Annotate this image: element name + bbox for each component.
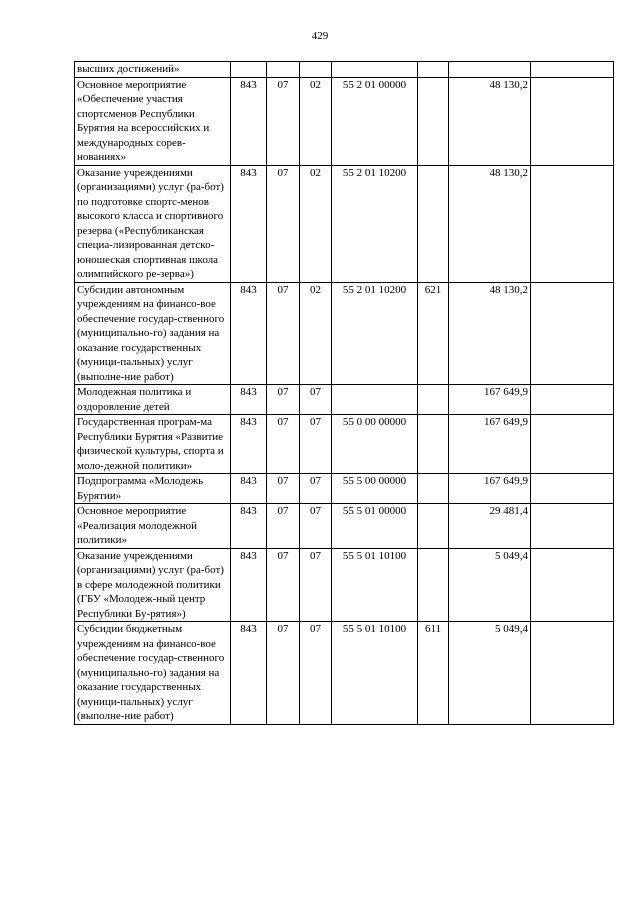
row-section-code: 07 — [267, 474, 300, 504]
row-name-cell: Оказание учреждениями (организациями) услуг (ра-бот) в сфере молодежной политики (ГБУ «Молодеж-ный центр Республики Бу-рятия») — [75, 548, 231, 622]
row-expense-type-code — [418, 474, 449, 504]
row-section-code: 07 — [267, 165, 300, 282]
row-extra-amount — [531, 62, 614, 78]
row-ministry-code — [231, 62, 267, 78]
row-section-code: 07 — [267, 77, 300, 165]
row-amount: 167 649,9 — [449, 385, 531, 415]
row-extra-amount — [531, 415, 614, 474]
row-amount: 29 481,4 — [449, 504, 531, 549]
row-ministry-code: 843 — [231, 415, 267, 474]
row-amount: 5 049,4 — [449, 622, 531, 725]
table-row — [75, 622, 614, 725]
row-target-article-code: 55 2 01 10200 — [332, 165, 418, 282]
table-row — [75, 62, 614, 78]
row-name-cell: Молодежная политика и оздоровление детей — [75, 385, 231, 415]
row-name-cell: Основное мероприятие «Реализация молодежной политики» — [75, 504, 231, 549]
table-row — [75, 77, 614, 165]
row-amount: 48 130,2 — [449, 77, 531, 165]
table-body — [75, 62, 614, 725]
row-target-article-code: 55 5 01 00000 — [332, 504, 418, 549]
row-subsection-code: 02 — [300, 165, 332, 282]
table-row — [75, 415, 614, 474]
table-row — [75, 282, 614, 385]
row-extra-amount — [531, 385, 614, 415]
row-expense-type-code — [418, 504, 449, 549]
table-row — [75, 385, 614, 415]
row-expense-type-code — [418, 62, 449, 78]
row-subsection-code: 07 — [300, 504, 332, 549]
row-subsection-code: 07 — [300, 385, 332, 415]
row-ministry-code: 843 — [231, 474, 267, 504]
row-target-article-code — [332, 62, 418, 78]
row-section-code: 07 — [267, 415, 300, 474]
row-extra-amount — [531, 504, 614, 549]
row-extra-amount — [531, 282, 614, 385]
row-name-cell: Государственная програм-ма Республики Бурятия «Развитие физической культуры, спорта и моло-дежной политики» — [75, 415, 231, 474]
row-name-cell: высших достижений» — [75, 62, 231, 78]
row-ministry-code: 843 — [231, 548, 267, 622]
row-subsection-code — [300, 62, 332, 78]
row-expense-type-code — [418, 385, 449, 415]
row-amount: 48 130,2 — [449, 165, 531, 282]
row-amount: 48 130,2 — [449, 282, 531, 385]
row-expense-type-code: 621 — [418, 282, 449, 385]
row-ministry-code: 843 — [231, 165, 267, 282]
row-subsection-code: 02 — [300, 282, 332, 385]
row-subsection-code: 07 — [300, 415, 332, 474]
row-section-code: 07 — [267, 622, 300, 725]
page-number: 429 — [311, 30, 329, 42]
row-expense-type-code: 611 — [418, 622, 449, 725]
row-name-cell: Оказание учреждениями (организациями) услуг (ра-бот) по подготовке спортс-менов высокого класса и спортивного резерва («Республиканская специа-лизированная детско-юношеская спортивная школа олимпийского ре-зерва») — [75, 165, 231, 282]
row-section-code: 07 — [267, 504, 300, 549]
row-expense-type-code — [418, 548, 449, 622]
row-amount: 5 049,4 — [449, 548, 531, 622]
row-extra-amount — [531, 165, 614, 282]
row-ministry-code: 843 — [231, 282, 267, 385]
table-row — [75, 548, 614, 622]
row-name-cell: Субсидии автономным учреждениям на финансо-вое обеспечение государ-ственного (муниципально-го) задания на оказание государственных (муници-пальных) услуг (выполне-ние работ) — [75, 282, 231, 385]
row-target-article-code: 55 2 01 10200 — [332, 282, 418, 385]
row-subsection-code: 02 — [300, 77, 332, 165]
row-section-code: 07 — [267, 548, 300, 622]
row-amount: 167 649,9 — [449, 415, 531, 474]
row-extra-amount — [531, 548, 614, 622]
budget-table — [74, 61, 614, 725]
row-ministry-code: 843 — [231, 504, 267, 549]
row-name-cell: Подпрограмма «Молодежь Бурятии» — [75, 474, 231, 504]
row-section-code: 07 — [267, 385, 300, 415]
row-section-code — [267, 62, 300, 78]
row-ministry-code: 843 — [231, 385, 267, 415]
table-row — [75, 474, 614, 504]
row-subsection-code: 07 — [300, 548, 332, 622]
row-extra-amount — [531, 474, 614, 504]
row-extra-amount — [531, 622, 614, 725]
row-subsection-code: 07 — [300, 622, 332, 725]
table-row — [75, 504, 614, 549]
row-target-article-code: 55 2 01 00000 — [332, 77, 418, 165]
row-target-article-code — [332, 385, 418, 415]
row-extra-amount — [531, 77, 614, 165]
row-expense-type-code — [418, 415, 449, 474]
table-row — [75, 165, 614, 282]
row-section-code: 07 — [267, 282, 300, 385]
row-amount: 167 649,9 — [449, 474, 531, 504]
row-name-cell: Основное мероприятие «Обеспечение участия спортсменов Республики Бурятия на всероссийских и международных сорев-нованиях» — [75, 77, 231, 165]
row-expense-type-code — [418, 77, 449, 165]
row-ministry-code: 843 — [231, 622, 267, 725]
row-target-article-code: 55 0 00 00000 — [332, 415, 418, 474]
row-amount — [449, 62, 531, 78]
row-target-article-code: 55 5 01 10100 — [332, 622, 418, 725]
row-name-cell: Субсидии бюджетным учреждениям на финансо-вое обеспечение государ-ственного (муниципально-го) задания на оказание государственных (муници-пальных) услуг (выполне-ние работ) — [75, 622, 231, 725]
row-target-article-code: 55 5 01 10100 — [332, 548, 418, 622]
row-expense-type-code — [418, 165, 449, 282]
row-ministry-code: 843 — [231, 77, 267, 165]
row-target-article-code: 55 5 00 00000 — [332, 474, 418, 504]
row-subsection-code: 07 — [300, 474, 332, 504]
